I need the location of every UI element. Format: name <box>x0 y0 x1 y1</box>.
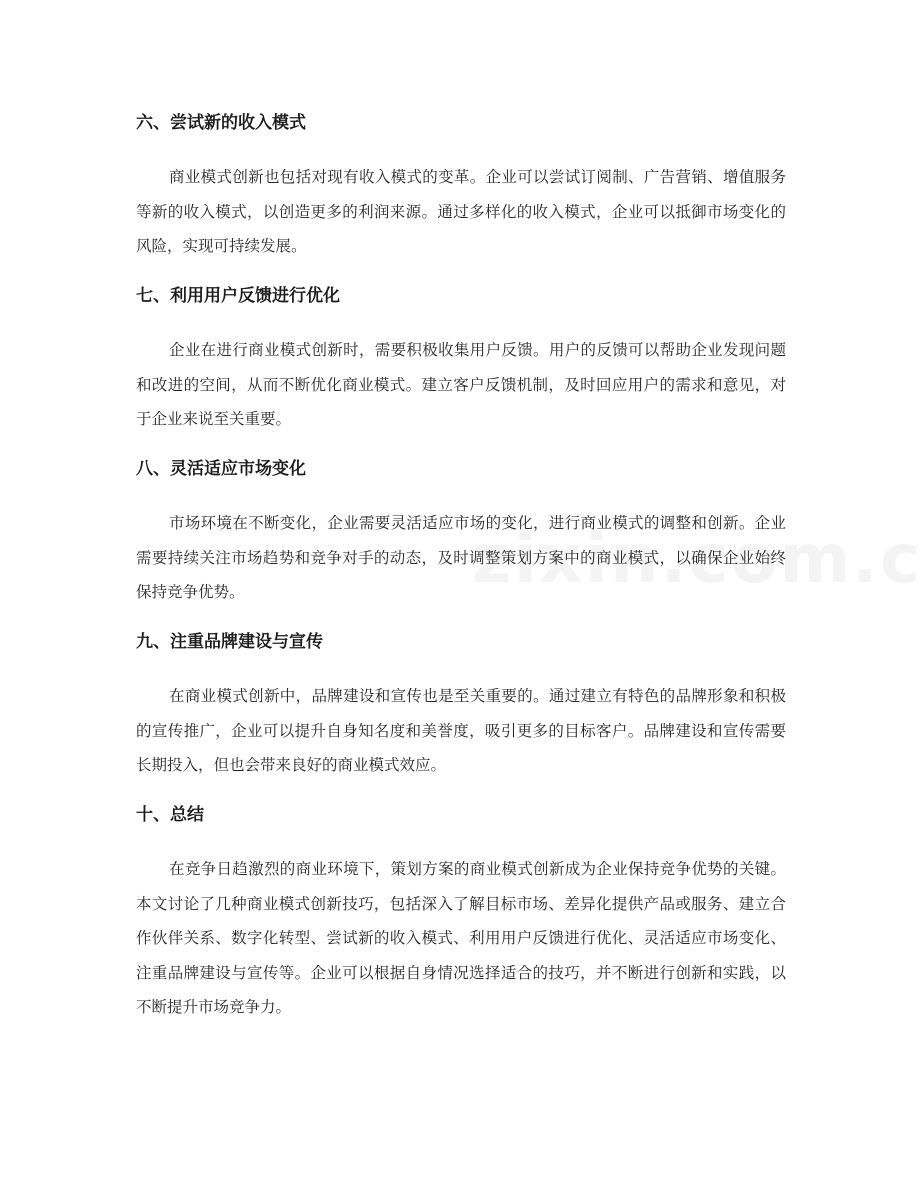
section-paragraph: 在商业模式创新中，品牌建设和宣传也是至关重要的。通过建立有特色的品牌形象和积极的宣传推广，企业可以提升自身知名度和美誉度，吸引更多的目标客户。品牌建设和宣传需要长期投入，但也会带来良好的商业模式效应。 <box>136 687 786 774</box>
section-paragraph: 在竞争日趋激烈的商业环境下，策划方案的商业模式创新成为企业保持竞争优势的关键。本文讨论了几种商业模式创新技巧，包括深入了解目标市场、差异化提供产品或服务、建立合作伙伴关系、数字化转型、尝试新的收入模式、利用用户反馈进行优化、灵活适应市场变化、注重品牌建设与宣传等。企业可以根据自身情况选择适合的技巧，并不断进行创新和实践，以不断提升市场竞争力。 <box>136 860 786 1016</box>
section-summary <box>136 803 786 1025</box>
section-paragraph: 市场环境在不断变化，企业需要灵活适应市场的变化，进行商业模式的调整和创新。企业需要持续关注市场趋势和竞争对手的动态，及时调整策划方案中的商业模式，以确保企业始终保持竞争优势。 <box>136 514 786 601</box>
section-heading: 七、利用用户反馈进行优化 <box>136 286 340 306</box>
section-heading: 六、尝试新的收入模式 <box>136 113 306 133</box>
section-brand-building <box>136 630 786 783</box>
section-heading: 八、灵活适应市场变化 <box>136 459 306 479</box>
section-heading: 十、总结 <box>136 805 204 825</box>
section-user-feedback <box>136 284 786 437</box>
section-revenue-model <box>136 111 786 264</box>
section-heading: 九、注重品牌建设与宣传 <box>136 632 323 652</box>
section-paragraph: 企业在进行商业模式创新时，需要积极收集用户反馈。用户的反馈可以帮助企业发现问题和改进的空间，从而不断优化商业模式。建立客户反馈机制，及时回应用户的需求和意见，对于企业来说至关重要。 <box>136 341 786 428</box>
section-paragraph: 商业模式创新也包括对现有收入模式的变革。企业可以尝试订阅制、广告营销、增值服务等新的收入模式，以创造更多的利润来源。通过多样化的收入模式，企业可以抵御市场变化的风险，实现可持续发展。 <box>136 168 786 255</box>
section-market-adaptation <box>136 457 786 610</box>
